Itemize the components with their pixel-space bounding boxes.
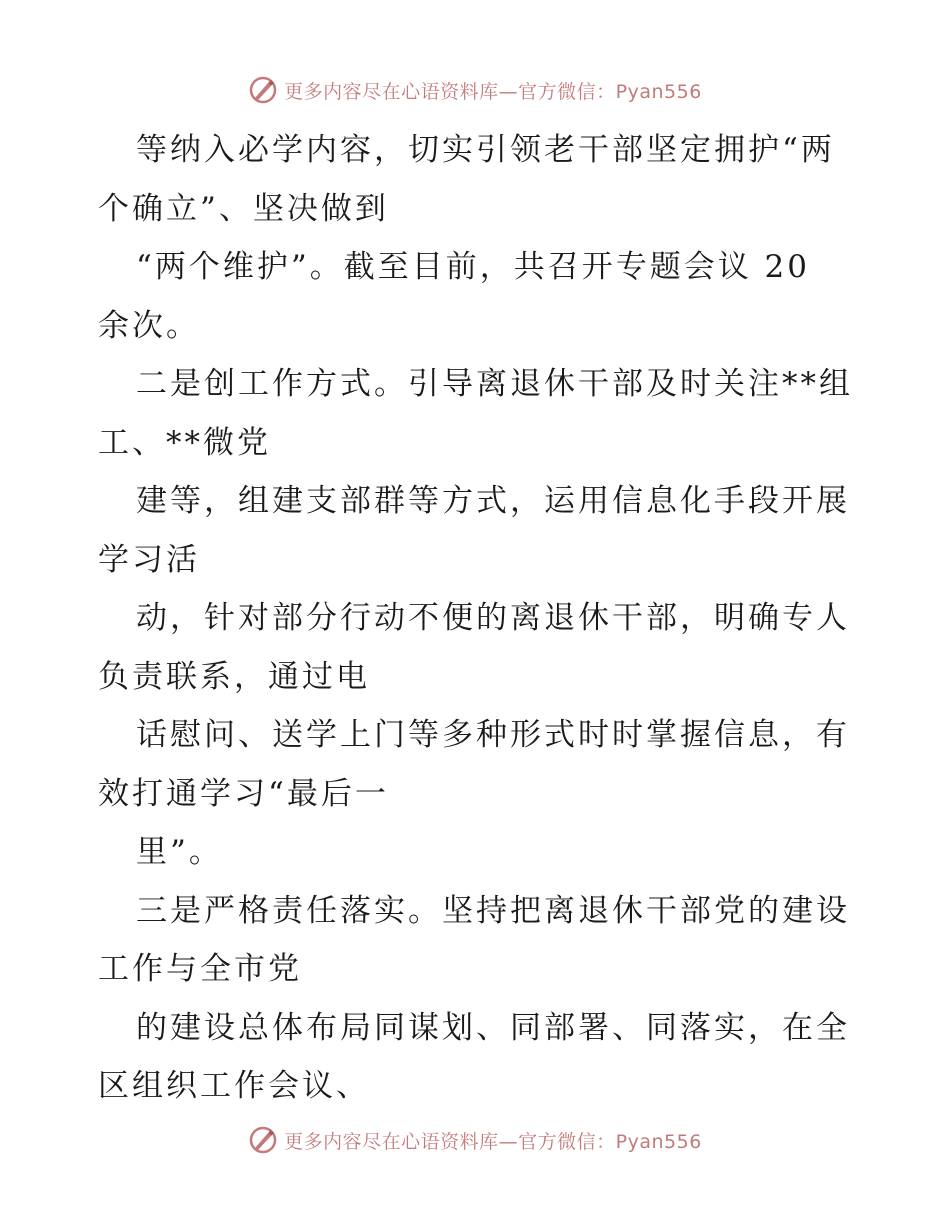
pen-logo-icon [248, 1125, 278, 1155]
text-line: 区组织工作会议、 [98, 1068, 370, 1104]
document-body [98, 121, 858, 1116]
text-line: 等纳入必学内容，切实引领老干部坚定拥护“两 [136, 132, 835, 168]
watermark-text: 更多内容尽在心语资料库—官方微信：Pyan556 [284, 1130, 702, 1153]
text-line: 效打通学习“最后一 [98, 775, 389, 812]
watermark-text: 更多内容尽在心语资料库—官方微信：Pyan556 [284, 80, 702, 103]
text-line: 三是严格责任落实。坚持把离退休干部党的建设 [136, 892, 850, 929]
text-line: 工、**微党 [98, 424, 271, 461]
text-line: 里”。 [136, 834, 223, 870]
text-line: 的建设总体布局同谋划、同部署、同落实，在全 [136, 1009, 850, 1046]
text-line: 学习活 [98, 541, 200, 578]
header-watermark [0, 70, 950, 110]
text-line: 动，针对部分行动不便的离退休干部，明确专人 [136, 600, 850, 636]
text-line: 余次。 [98, 307, 200, 344]
text-line: “两个维护”。截至目前，共召开专题会议 20 [136, 249, 810, 285]
text-line: 二是创工作方式。引导离退休干部及时关注**组 [136, 366, 853, 402]
footer-watermark [0, 1120, 950, 1160]
text-line: 个确立”、坚决做到 [98, 190, 389, 227]
pen-logo-icon [248, 75, 278, 105]
text-line: 负责联系，通过电 [98, 658, 370, 695]
text-line: 话慰问、送学上门等多种形式时时掌握信息，有 [136, 717, 850, 753]
text-line: 建等，组建支部群等方式，运用信息化手段开展 [136, 483, 850, 519]
text-line: 工作与全市党 [98, 951, 302, 987]
